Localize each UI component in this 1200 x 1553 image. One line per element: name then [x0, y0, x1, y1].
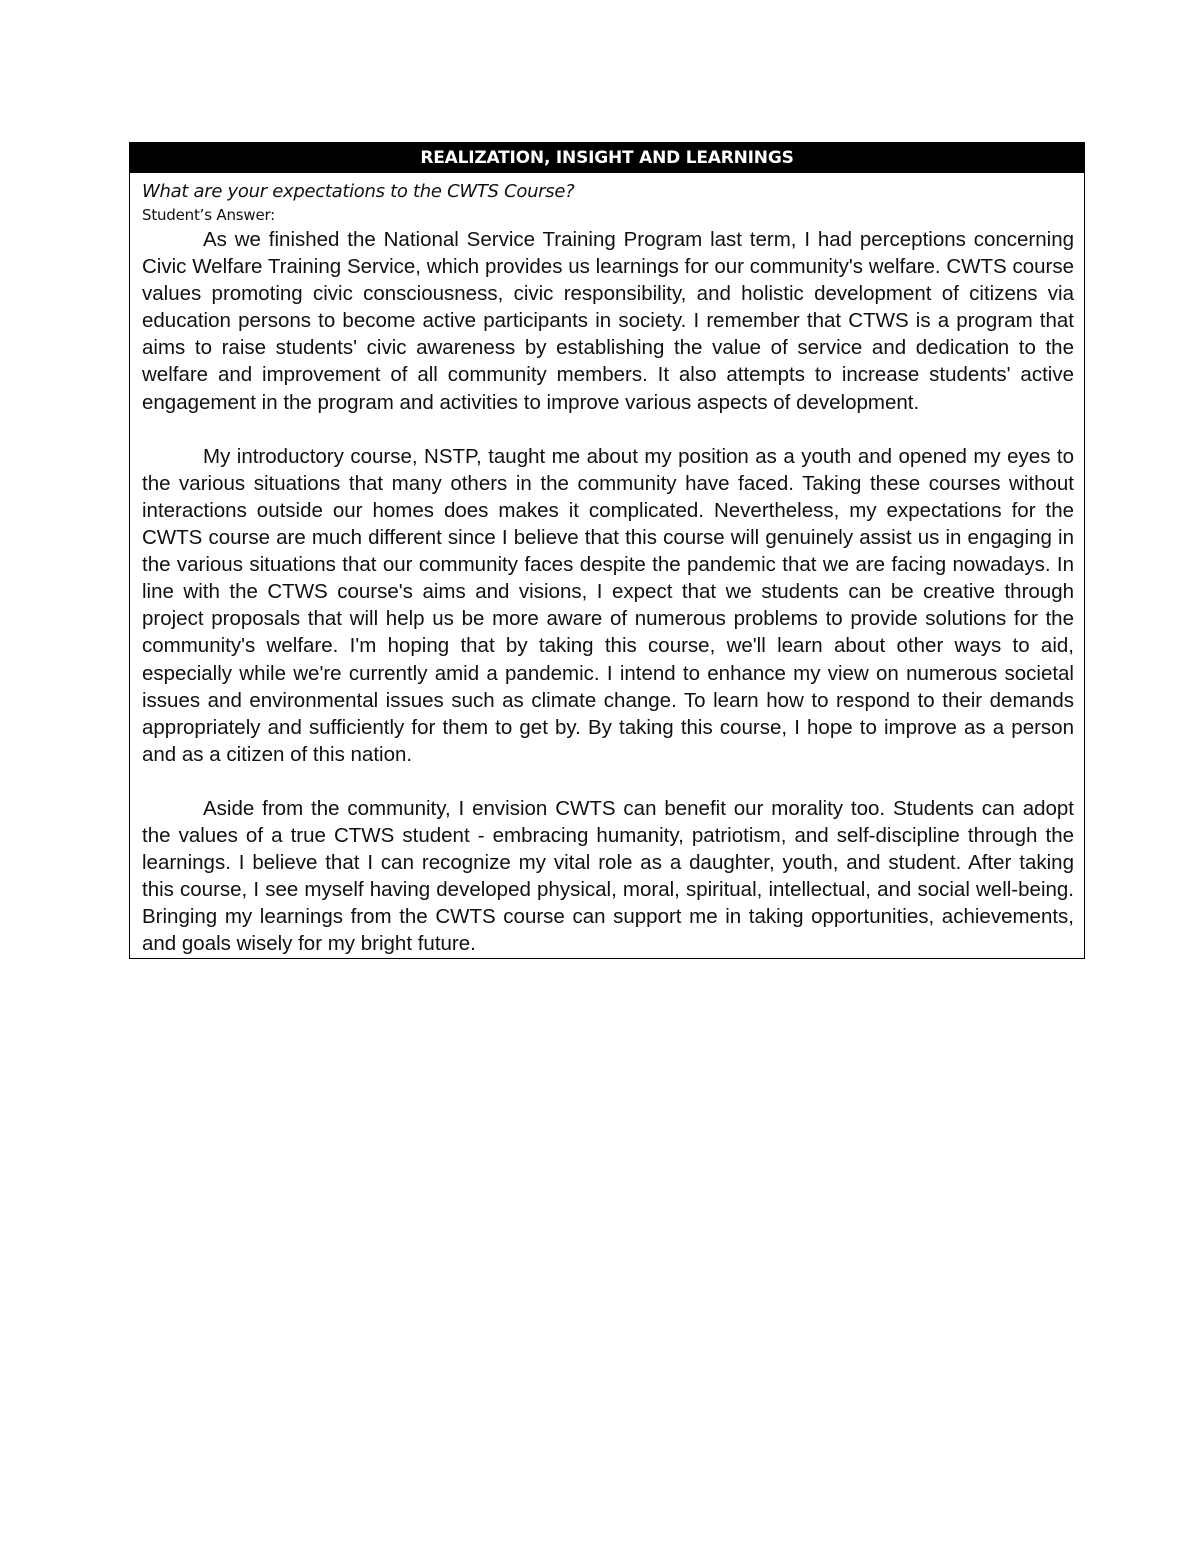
answer-paragraph-3: Aside from the community, I envision CWTS can benefit our morality too. Students can adopt the values of a true CTWS student - embracing humanity, patriotism, and self-discipline through the learnings. I believe that I can recognize my vital role as a daughter, youth, and student. After taking this course, I see myself having developed physical, moral, spiritual, intellectual, and social well-being. Bringing my learnings from the CWTS course can support me in taking opportunities, achievements, and goals wisely for my bright future.	[142, 796, 1074, 956]
reflection-table	[129, 142, 1085, 959]
answer-label: Student’s Answer:	[142, 206, 276, 224]
answer-paragraph-2: My introductory course, NSTP, taught me about my position as a youth and opened my eyes to the various situations that many others in the community have faced. Taking these courses without interactions outside our homes does makes it complicated. Nevertheless, my expectations for the CWTS course are much different since I believe that this course will genuinely assist us in engaging in the various situations that our community faces despite the pandemic that we are facing nowadays. In line with the CTWS course's aims and visions, I expect that we students can be creative through project proposals that will help us be more aware of numerous problems to provide solutions for the community's welfare. I'm hoping that by taking this course, we'll learn about other ways to aid, especially while we're currently amid a pandemic. I intend to enhance my view on numerous societal issues and environmental issues such as climate change. To learn how to respond to their demands appropriately and sufficiently for them to get by. By taking this course, I hope to improve as a person and as a citizen of this nation.	[142, 444, 1074, 766]
question-text: What are your expectations to the CWTS Course?	[142, 181, 575, 202]
answer-cell	[130, 173, 1084, 958]
section-title: REALIZATION, INSIGHT AND LEARNINGS	[130, 143, 1084, 173]
answer-paragraph-1: As we finished the National Service Training Program last term, I had perceptions concerning Civic Welfare Training Service, which provides us learnings for our community's welfare. CWTS course values promoting civic consciousness, civic responsibility, and holistic development of citizens via education persons to become active participants in society. I remember that CTWS is a program that aims to raise students' civic awareness by establishing the value of service and dedication to the welfare and improvement of all community members. It also attempts to increase students' active engagement in the program and activities to improve various aspects of development.	[142, 228, 1074, 414]
